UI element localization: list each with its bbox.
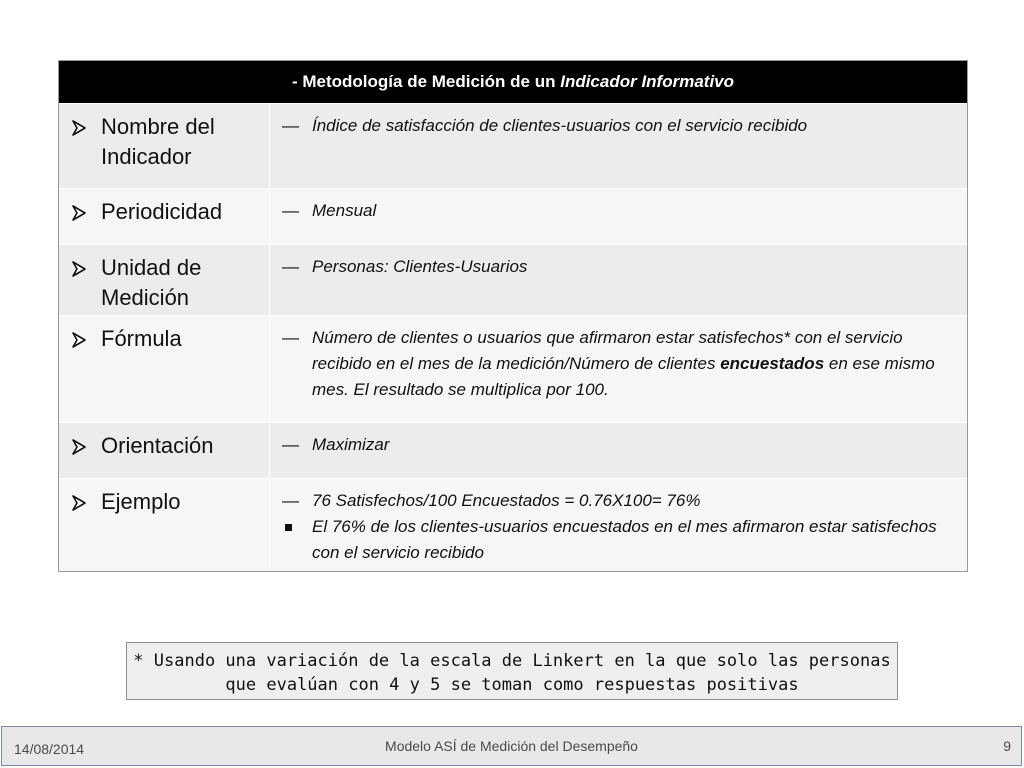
slide-footer: [1, 726, 1022, 766]
row-sub-value: El 76% de los clientes-usuarios encuestados en el mes afirmaron estar satisfechos con el servicio recibido: [312, 517, 937, 562]
arrow-bullet-icon: [71, 439, 89, 455]
row-value: 76 Satisfechos/100 Encuestados = 0.76X100= 76%: [312, 491, 701, 510]
row-label: Unidad de Medición: [101, 255, 202, 310]
row-value: Mensual: [312, 201, 377, 220]
footnote-box: [126, 642, 898, 700]
dash-bullet: —: [282, 435, 299, 454]
row-label: Ejemplo: [101, 489, 181, 514]
footnote-line: que evalúan con 4 y 5 se toman como respuestas positivas: [225, 675, 799, 695]
table-row-formula: [59, 315, 967, 422]
arrow-bullet-icon: [71, 332, 89, 348]
table-header: [59, 61, 967, 104]
row-value-cell: [270, 245, 967, 315]
row-label-cell: [59, 316, 270, 422]
table-header-italic: Indicador Informativo: [560, 72, 735, 91]
footer-date: 14/08/2014: [14, 741, 85, 757]
row-label-cell: [59, 189, 270, 244]
row-label-cell: [59, 423, 270, 478]
dash-bullet: —: [282, 328, 299, 347]
footer-page-number: 9: [1003, 738, 1011, 754]
row-value-cell: [270, 104, 967, 188]
arrow-bullet-icon: [71, 120, 89, 136]
footer-title: Modelo ASÍ de Medición del Desempeño: [385, 738, 638, 754]
formula-bold: encuestados: [720, 354, 825, 373]
row-value: Índice de satisfacción de clientes-usuarios con el servicio recibido: [312, 116, 808, 135]
row-value-cell: [270, 423, 967, 478]
table-row-periodicidad: [59, 188, 967, 244]
table-row-unidad: [59, 244, 967, 315]
footnote-line: * Usando una variación de la escala de Linkert en la que solo las personas: [133, 651, 891, 671]
table-row-nombre: [59, 104, 967, 188]
formula-part: en ese mismo mes. El resultado se multiplica por 100.: [312, 354, 935, 399]
row-label: Periodicidad: [101, 199, 223, 224]
row-value: Personas: Clientes-Usuarios: [312, 257, 528, 276]
formula-text: [312, 325, 957, 403]
row-label-cell: [59, 245, 270, 315]
formula-part: Número de clientes o usuarios que afirmaron estar satisfechos* con el servicio recibido en el mes de la medición/Número de clientes: [312, 328, 903, 373]
table-header-text: - Metodología de Medición de un: [291, 72, 556, 91]
row-label-cell: [59, 479, 270, 571]
row-label-cell: [59, 104, 270, 188]
table-row-orientacion: [59, 422, 967, 478]
methodology-table: [58, 60, 968, 572]
row-value: Maximizar: [312, 435, 390, 454]
dash-bullet: —: [282, 257, 299, 276]
row-label: Nombre del Indicador: [101, 114, 215, 169]
square-bullet-icon: [282, 514, 312, 540]
table-row-ejemplo: [59, 478, 967, 571]
arrow-bullet-icon: [71, 261, 89, 277]
row-value-cell: [270, 479, 967, 571]
dash-bullet: —: [282, 201, 299, 220]
row-value-cell: [270, 316, 967, 422]
dash-bullet: —: [282, 116, 299, 135]
arrow-bullet-icon: [71, 205, 89, 221]
row-value-cell: [270, 189, 967, 244]
dash-bullet: —: [282, 491, 299, 510]
row-label: Orientación: [101, 433, 214, 458]
row-label: Fórmula: [101, 326, 182, 351]
arrow-bullet-icon: [71, 495, 89, 511]
